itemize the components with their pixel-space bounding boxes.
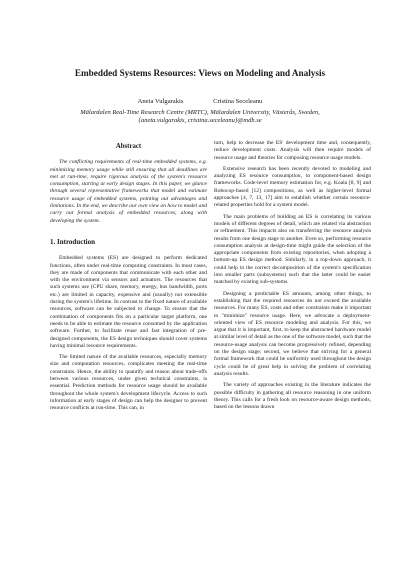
right-column	[214, 140, 371, 415]
author-name: Aneta Vulgarakis	[137, 98, 184, 105]
paragraph: turn, help to decrease the ES' development time and, consequently, reduce development costs. Analysis will then require models of resource usage and theories for composing resource usage models.	[214, 140, 371, 161]
abstract-text: The conflicting requirements of real-time embedded systems, e.g. minimizing memory usage while still ensuring that all deadlines are met at run-time, require rigorous analysis of the system's resource consumption, starting at early design stages. In this paper, we glance through several representative frameworks that model and estimate resource usage of embedded systems, pointing out advantages and limitations. In the end, we describe our own view on how to model and carry out formal analysis of embedded resources, along with developing the system.	[50, 159, 207, 224]
paragraph: The main problems of building an ES is correlating its various models of different degrees of detail, which are related via abstraction or refinement. This impacts also on transferring the resource analysis results from one design stage to another. Even so, performing resource consumption analysis at design-time might guide the selection of the appropriate components from existing repositories, when adopting a bottom-up ES design method. Similarly, in a top-down approach, it could help in the correct decomposition of the system's specification into smaller parts (subsystems) such that the latter could be easier matched by existing sub-systems.	[214, 213, 371, 286]
author-name: Cristina Seceleanu	[213, 98, 263, 105]
affiliation-institution: Mälardalen Real-Time Research Centre (MRTC), Mälardalen University, Västerås, Sweden,	[80, 109, 320, 116]
affiliation-emails: {aneta.vulgarakis, cristina.seceleanu}@mdh.se	[138, 117, 262, 125]
paragraph: Embedded systems (ES) are designed to perform dedicated functions, often under real-time computing constraints. In most cases, they are made of components that communicate with each other and with the environment via sensors and actuators. The resources that such systems use (CPU share, memory, energy, bus bandwidth, ports etc.) are limited in capacity, expensive and (usually) not extensible during the system's lifetime. In contrast to the fixed nature of available resources, software can be subjected to change. To ensure that the combination of components fits on a particular target platform, one needs to be able to estimate the resource consumed by the application software. Further, to facilitate reuse and fast integration of pre-designed components, the ES design techniques should cover systems having minimal resource requirements.	[50, 255, 207, 349]
paragraph: The variety of approaches existing in the literature indicates the possible difficulty in gathering all resource reasoning in one uniform theory. This calls for a fresh look on resource-aware design methods, based on the lessons drawn	[214, 382, 371, 411]
paragraph: Extensive research has been recently devoted to modeling and analyzing ES resource consumption, in component-based design frameworks. Code-level memory estimation for, e.g. Koala [8, 9] and Robocop-based [12] compositions, as well as higher-level formal approaches [4, 7, 13, 17] aim to establish whether certain resource-related properties hold for a system model.	[214, 165, 371, 209]
paragraph: The limited nature of the available resources, especially memory size and computation resources, complicates meeting the real-time constraints. Hence, the ability to quantify and reason about trade-offs between various resources, under given technical constraints, is essential. Prediction methods for resource usage should be available throughout the whole system's development lifecycle. Access to such information at early stages of design can help the designer to prevent resource conflicts at run-time. This can, in	[50, 354, 207, 412]
paragraph: Designing a predictable ES amounts, among other things, to establishing that the required resources do not exceed the available resources. For many ES, costs and other constraints make it important to "minimize" resource usage. Here, we advocate a deployment-oriented view of ES resource modeling and analysis. For this, we argue that it is important, first, to keep the abstracted hardware model at similar level of detail as the one of the software model, such that the resource-usage analysis can become progressively refined, depending on the design stage; second, we believe that striving for a general formal framework that could be uniformly used throughout the design cycle could be of great help in solving the problem of correlating analysis results.	[214, 290, 371, 377]
author-list	[0, 98, 400, 105]
paper-title: Embedded Systems Resources: Views on Modeling and Analysis	[74, 68, 326, 78]
abstract	[50, 159, 207, 225]
affiliation	[0, 109, 400, 126]
section-heading-introduction: 1. Introduction	[50, 237, 95, 246]
left-column	[50, 140, 207, 417]
abstract-heading: Abstract	[115, 143, 142, 150]
